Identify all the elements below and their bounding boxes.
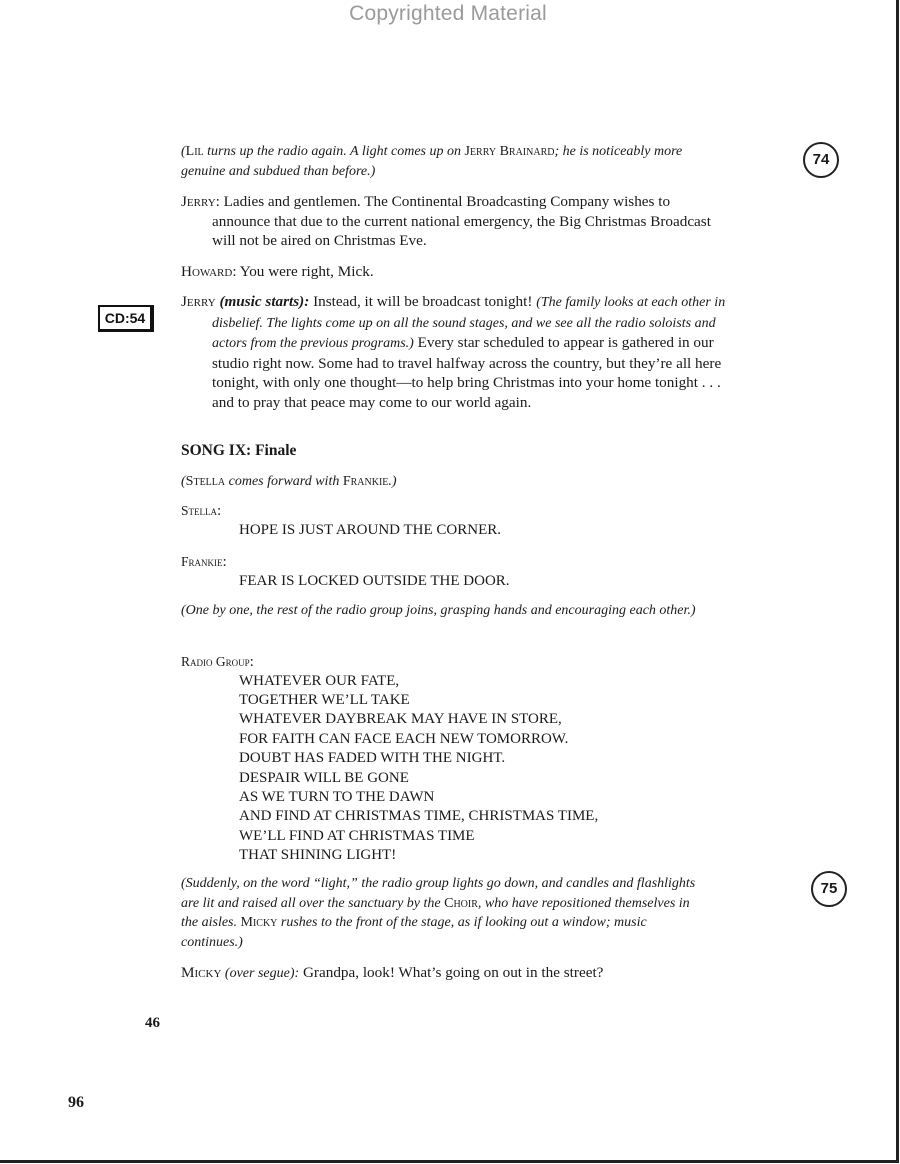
lyric-line: HOPE IS JUST AROUND THE CORNER.	[239, 521, 501, 538]
speaker-name: Jerry	[181, 193, 216, 210]
speaker-name: Howard	[181, 263, 233, 280]
dialogue-micky: Micky (over segue): Grandpa, look! What’s going on out in the street?	[181, 964, 604, 981]
speaker-name: Jerry	[181, 293, 216, 310]
lyric-line: DESPAIR WILL BE GONE	[239, 769, 409, 786]
lyric-line: THAT SHINING LIGHT!	[239, 847, 397, 864]
lyric-line: DOUBT HAS FADED WITH THE NIGHT.	[239, 750, 506, 767]
sung-frankie: Frankie: FEAR IS LOCKED OUTSIDE THE DOOR.	[181, 552, 696, 591]
cd-track-marker: CD:54	[98, 305, 154, 332]
song-heading: SONG IX: Finale	[181, 442, 297, 459]
lyric-line: WHATEVER OUR FATE,	[239, 672, 400, 689]
lyric-line: TOGETHER WE’LL TAKE	[239, 691, 410, 708]
stage-direction-lil: (Lil turns up the radio again. A light comes up on Jerry Brainard; he is noticeably more genuine and subdued than before.)	[181, 144, 683, 179]
lyric-stanza	[181, 672, 696, 866]
speaker-name: Stella	[181, 503, 217, 518]
dialogue-jerry-broadcast: Jerry (music starts): Instead, it will be broadcast tonight! (The family looks at each other in disbelief. The lights come up on all the sound stages, and we see all the radio soloists and actors from the previous programs.) Every star scheduled to appear is gathered in our studio right now. Some had to travel halfway across the country, but they’re all here tonight, with only one thought—to help bring Christmas into your home tonight . . . and to pray that peace may come to our world again.	[181, 293, 726, 411]
sung-radio-group: Radio Group: WHATEVER OUR FATE, TOGETHER WE’LL TAKE WHATEVER DAYBREAK MAY HAVE IN STORE, FOR FAITH CAN FACE EACH NEW TOMORROW. DOUBT HAS FADED WITH THE NIGHT. DESPAIR WILL BE GONE AS WE TURN TO THE DAWN AND FIND AT CHRISTMAS TIME, CHRISTMAS TIME, WE’LL FIND AT CHRISTMAS TIME THAT SHINING LIGHT!	[181, 652, 696, 866]
speaker-name: Radio Group	[181, 654, 250, 669]
stage-direction-stella: (Stella comes forward with Frankie.)	[181, 474, 397, 489]
inner-page-number: 46	[145, 1015, 160, 1031]
copyright-watermark: Copyrighted Material	[349, 2, 547, 25]
outer-page-number: 96	[68, 1094, 84, 1111]
stage-direction-candles: (Suddenly, on the word “light,” the radio group lights go down, and candles and flashlights are lit and raised all over the sanctuary by the Choir, who have repositioned themselves in the aisles. Micky rushes to the front of the stage, as if looking out a window; music continues.)	[181, 876, 696, 950]
cue-marker-74: 74	[803, 142, 839, 178]
lyric-line: FEAR IS LOCKED OUTSIDE THE DOOR.	[239, 572, 510, 589]
lyric-line: AS WE TURN TO THE DAWN	[239, 788, 435, 805]
speaker-name: Micky	[181, 964, 222, 981]
speaker-name: Frankie	[181, 554, 223, 569]
lyric-line: FOR FAITH CAN FACE EACH NEW TOMORROW.	[239, 730, 569, 747]
lyric-line: WE’LL FIND AT CHRISTMAS TIME	[239, 827, 475, 844]
dialogue-howard: Howard: You were right, Mick.	[181, 263, 374, 280]
sung-stella: Stella: HOPE IS JUST AROUND THE CORNER.	[181, 501, 696, 540]
dialogue-jerry-announcement: Jerry: Ladies and gentlemen. The Continental Broadcasting Company wishes to announce that due to the current national emergency, the Big Christmas Broadcast will not be aired on Christmas Eve.	[181, 193, 711, 249]
stage-direction-group-joins: (One by one, the rest of the radio group joins, grasping hands and encouraging each other.)	[181, 603, 696, 618]
lyric-line: WHATEVER DAYBREAK MAY HAVE IN STORE,	[239, 711, 562, 728]
lyric-line: AND FIND AT CHRISTMAS TIME, CHRISTMAS TIME,	[239, 808, 599, 825]
cue-marker-75: 75	[811, 871, 847, 907]
